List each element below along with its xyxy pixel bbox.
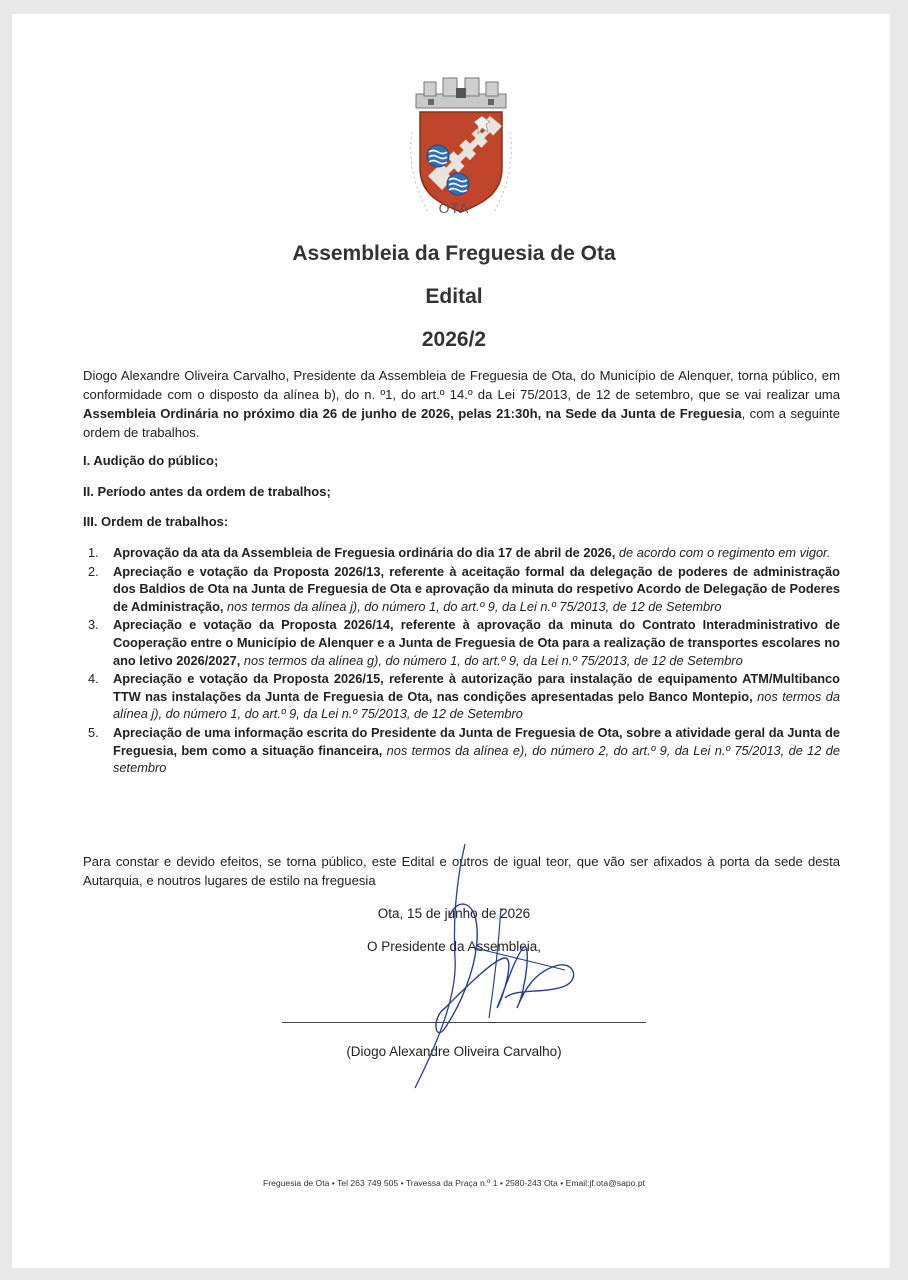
agenda-item-legal-ref: nos termos da alínea g), do número 1, do art.º 9, da Lei n.º 75/2013, de 12 de Setembro bbox=[240, 652, 743, 668]
agenda-item-legal-ref: de acordo com o regimento em vigor. bbox=[615, 545, 831, 560]
agenda-item-title: Apreciação e votação da Proposta 2026/13, referente à aceitação formal da delegação de poderes de administração dos Baldios de Ota na Junta de Freguesia de Ota e aprovação da minuta do respetivo Acordo de Delegação de Poderes de Administração, bbox=[113, 563, 840, 614]
agenda-item bbox=[83, 670, 840, 723]
meeting-details: Assembleia Ordinária no próximo dia 26 de junho de 2026, pelas 21:30h, na Sede da Junta de Freguesia bbox=[83, 406, 742, 421]
agenda-item bbox=[83, 724, 840, 777]
assembly-title: Assembleia da Freguesia de Ota bbox=[292, 242, 616, 265]
agenda-number: 1. bbox=[88, 545, 99, 560]
agenda-number: 3. bbox=[88, 617, 99, 633]
agenda-item-legal-ref: nos termos da alínea e), do número 2, do art.º 9, da Lei n.º 75/2013, de 12 de setembro bbox=[113, 742, 840, 776]
place-and-date: Ota, 15 de junho de 2026 bbox=[377, 906, 531, 921]
intro-text: Diogo Alexandre Oliveira Carvalho, Presidente da Assembleia de Freguesia de Ota, do Município de Alenquer, torna público, em conformidade com o disposto da alínea b), do n. º1, do art.º 14.º da Lei 75/2013, de 12 de setembro, que se vai realizar uma bbox=[83, 368, 840, 402]
footer-contact: Freguesia de Ota • Tel 263 749 505 • Travessa da Praça n.º 1 • 2580-243 Ota • Email:jf.ota@sapo.pt bbox=[262, 1178, 646, 1188]
closing-paragraph: Para constar e devido efeitos, se torna público, este Edital e outros de igual teor, que vão ser afixados à porta da sede desta Autarquia, e noutros lugares de estilo na freguesia bbox=[83, 854, 840, 888]
intro-paragraph bbox=[83, 366, 840, 442]
handwritten-signature bbox=[405, 838, 585, 1098]
section-public-hearing: I. Audição do público; bbox=[83, 453, 219, 468]
mural-crown-icon bbox=[416, 78, 506, 108]
agenda-item-title: Apreciação e votação da Proposta 2026/14, referente à aprovação da minuta do Contrato Interadministrativo de Cooperação entre o Município de Alenquer e a Junta de Freguesia de Ota para a realização de transportes escolares no ano letivo 2026/2027, bbox=[113, 617, 840, 668]
agenda-item-title: Aprovação da ata da Assembleia de Freguesia ordinária do dia 17 de abril de 2026, bbox=[113, 545, 616, 560]
section-agenda: III. Ordem de trabalhos: bbox=[83, 514, 229, 529]
signatory-name: (Diogo Alexandre Oliveira Carvalho) bbox=[346, 1044, 562, 1059]
section-before-agenda: II. Período antes da ordem de trabalhos; bbox=[83, 484, 331, 499]
edict-heading: Edital bbox=[425, 285, 483, 308]
agenda-list bbox=[83, 544, 840, 778]
water-roundel-icon bbox=[447, 173, 469, 195]
agenda-item-legal-ref: nos termos da alínea j), do número 1, do art.º 9, da Lei n.º 75/2013, de 12 de Setembro bbox=[223, 598, 722, 614]
edict-number: 2026/2 bbox=[421, 328, 487, 351]
agenda-item-legal-ref: nos termos da alínea j), do número 1, do art.º 9, da Lei n.º 75/2013, de 12 de Setembro bbox=[113, 688, 840, 722]
agenda-item bbox=[83, 616, 840, 669]
signatory-role: O Presidente da Assembleia, bbox=[366, 939, 542, 954]
intro-text-end: , com a seguinte ordem de trabalhos. bbox=[83, 406, 841, 440]
agenda-item-title: Apreciação de uma informação escrita do Presidente da Junta de Freguesia de Ota, sobre a atividade geral da Junta de Freguesia, bem como a situação financeira, bbox=[113, 724, 840, 758]
agenda-item bbox=[83, 544, 840, 562]
agenda-item-title: Apreciação e votação da Proposta 2026/15, referente à autorização para instalação de equipamento ATM/Multibanco TTW nas instalações da Junta de Freguesia de Ota, nas condições apresentadas pelo Banco Montepio, bbox=[113, 671, 840, 704]
water-roundel-icon bbox=[427, 145, 449, 167]
agenda-number: 5. bbox=[88, 724, 99, 740]
crest-label: OTA bbox=[438, 200, 470, 216]
agenda-item bbox=[83, 563, 840, 616]
agenda-number: 2. bbox=[88, 563, 99, 579]
agenda-number: 4. bbox=[88, 671, 99, 687]
